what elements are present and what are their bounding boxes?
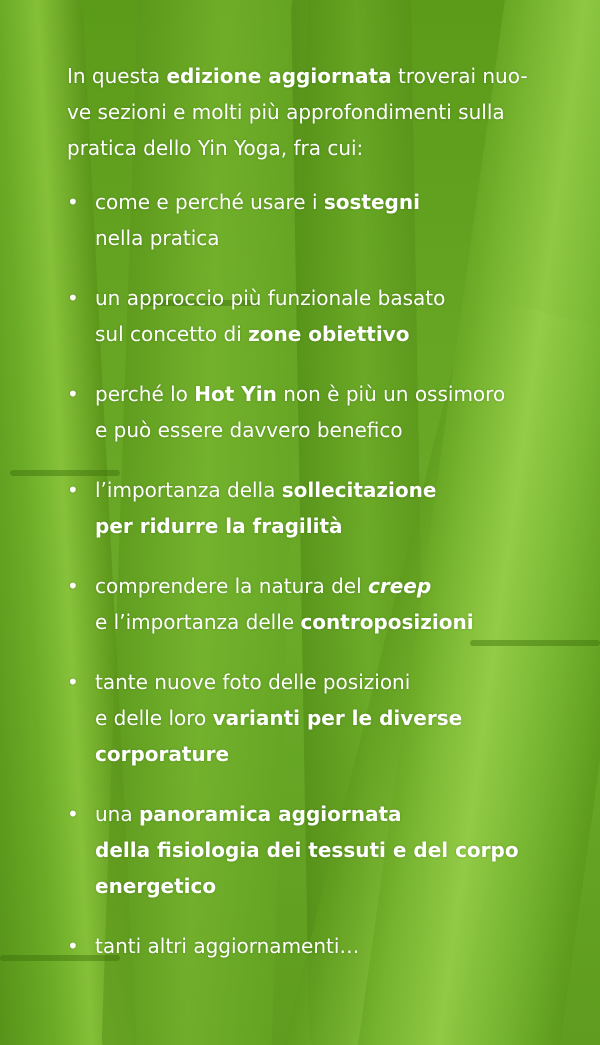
bullet-icon: •: [67, 190, 79, 214]
item-text: sul concetto di: [95, 322, 249, 346]
item-highlight: panoramica aggiornata: [138, 802, 402, 826]
list-item: [67, 472, 547, 544]
bullet-icon: •: [67, 934, 79, 958]
item-highlight: sostegni: [323, 190, 420, 214]
item-highlight: sollecitazione: [281, 478, 437, 502]
item-highlight: controposizioni: [300, 610, 474, 634]
bullet-icon: •: [67, 286, 79, 310]
item-highlight: per ridurre la fragilità: [95, 514, 343, 538]
item-text: l’importanza della: [95, 478, 282, 502]
list-item: [67, 280, 547, 352]
item-text: come e perché usare i: [95, 190, 324, 214]
item-text: nella pratica: [95, 226, 220, 250]
list-item: [67, 664, 547, 772]
item-text: e l’importanza delle: [95, 610, 301, 634]
item-text: tante nuove foto delle posizioni: [95, 670, 411, 694]
list-item: [67, 376, 547, 448]
intro-text: troverai nuo-: [391, 64, 528, 88]
item-highlight: energetico: [95, 874, 217, 898]
bullet-icon: •: [67, 670, 79, 694]
item-text: comprendere la natura del: [95, 574, 368, 598]
intro-paragraph: [67, 58, 547, 166]
item-highlight: zone obiettivo: [248, 322, 410, 346]
item-text: e può essere davvero benefico: [95, 418, 403, 442]
list-item: [67, 796, 547, 904]
item-highlight: della fisiologia dei tessuti e del corpo: [95, 838, 519, 862]
list-item: [67, 184, 547, 256]
item-text: tanti altri aggiornamenti…: [95, 934, 360, 958]
item-highlight-italic: creep: [368, 574, 432, 598]
bullet-icon: •: [67, 802, 79, 826]
item-text: un approccio più funzionale basato: [95, 286, 446, 310]
list-item: [67, 568, 547, 640]
list-item: [67, 928, 547, 964]
item-highlight: corporature: [95, 742, 230, 766]
bullet-icon: •: [67, 574, 79, 598]
item-highlight: Hot Yin: [194, 382, 277, 406]
feature-list: [67, 184, 547, 964]
item-text: perché lo: [95, 382, 195, 406]
feature-text-panel: [67, 58, 547, 988]
item-text: non è più un ossimoro: [276, 382, 506, 406]
intro-line: pratica dello Yin Yoga, fra cui:: [67, 136, 364, 160]
item-text: e delle loro: [95, 706, 213, 730]
intro-line: ve sezioni e molti più approfondimenti sulla: [67, 100, 505, 124]
bullet-icon: •: [67, 478, 79, 502]
intro-text: In questa: [67, 64, 167, 88]
bullet-icon: •: [67, 382, 79, 406]
item-highlight: varianti per le diverse: [212, 706, 463, 730]
item-text: una: [95, 802, 139, 826]
intro-highlight: edizione aggiornata: [166, 64, 392, 88]
